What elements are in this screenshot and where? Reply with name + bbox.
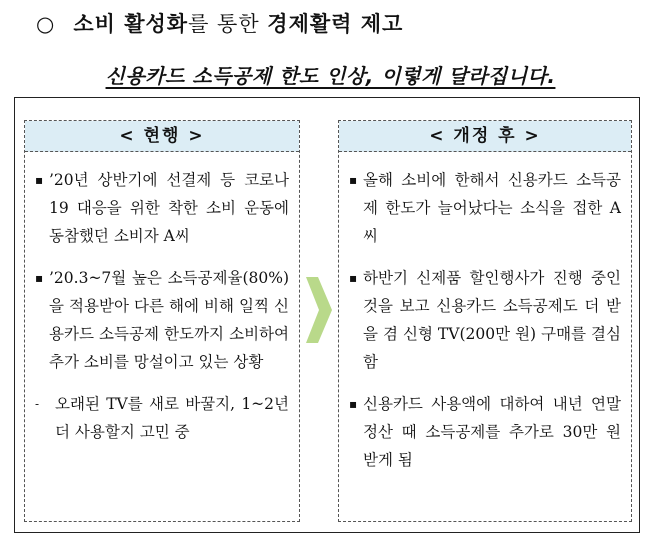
square-bullet-icon: ▪ <box>35 173 44 187</box>
revised-item-2 <box>349 264 621 376</box>
current-item-1 <box>35 166 289 250</box>
square-bullet-icon: ▪ <box>349 397 358 411</box>
heading-part2: 를 통한 <box>188 12 268 36</box>
current-item-2 <box>35 264 289 376</box>
revised-item-1 <box>349 166 621 250</box>
square-bullet-icon: ▪ <box>35 271 44 285</box>
current-item-3-text: 오래된 TV를 새로 바꿀지, 1~2년 더 사용할지 고민 중 <box>55 395 289 441</box>
current-item-1-text: ’20년 상반기에 선결제 등 코로나19 대응을 위한 착한 소비 운동에 동참했던 소비자 A씨 <box>49 171 289 245</box>
chevron-right-icon <box>306 277 332 343</box>
section-heading <box>36 8 403 38</box>
revised-items <box>339 152 631 474</box>
revised-panel-title: < 개정 후 > <box>339 121 631 152</box>
current-item-2-text: ’20.3~7월 높은 소득공제율(80%)을 적용받아 다른 해에 비해 일찍 신용카드 소득공제 한도까지 소비하여 추가 소비를 망설이고 있는 상황 <box>49 269 289 371</box>
revised-item-1-text: 올해 소비에 한해서 신용카드 소득공제 한도가 늘어났다는 소식을 접한 A씨 <box>363 171 621 245</box>
revised-item-2-text: 하반기 신제품 할인행사가 진행 중인 것을 보고 신용카드 소득공제도 더 받을 겸 신형 TV(200만 원) 구매를 결심함 <box>363 269 621 371</box>
current-panel-title: < 현행 > <box>25 121 299 152</box>
square-bullet-icon: ▪ <box>349 271 358 285</box>
square-bullet-icon: ▪ <box>349 173 358 187</box>
dash-bullet-icon: - <box>35 397 40 411</box>
current-items <box>25 152 299 446</box>
heading-part3: 경제활력 제고 <box>267 12 404 36</box>
heading-part1: 소비 활성화 <box>73 12 189 36</box>
current-item-3 <box>35 390 289 446</box>
revised-item-3-text: 신용카드 사용액에 대하여 내년 연말정산 때 소득공제를 추가로 30만 원 받게 됨 <box>363 395 621 469</box>
subtitle: 신용카드 소득공제 한도 인상, 이렇게 달라집니다. <box>105 64 556 88</box>
current-panel <box>24 120 300 522</box>
revised-item-3 <box>349 390 621 474</box>
heading-bullet: ○ <box>36 12 56 36</box>
revised-panel <box>338 120 632 522</box>
